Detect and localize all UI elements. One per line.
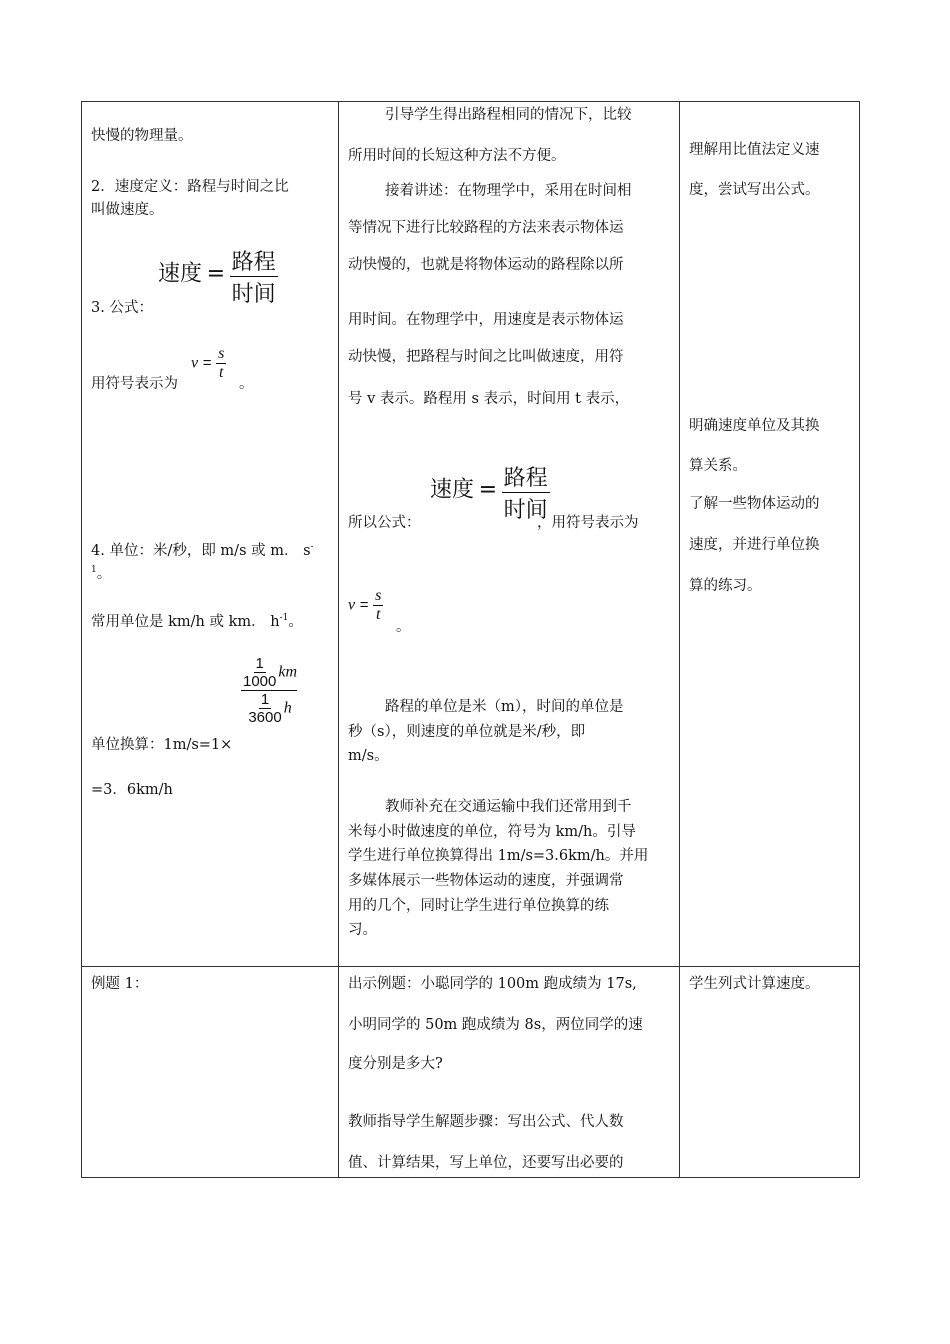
example-line: 教师指导学生解题步骤：写出公式、代人数 [348,1114,624,1130]
symbol-t: t [218,364,224,381]
formula-speed: 速度 [158,261,203,287]
student-activity-line: 明确速度单位及其换 [689,418,820,434]
paragraph-line: 路程的单位是米（m），时间的单位是 [385,699,624,715]
fraction-thirtysixhundred: 3600 [248,709,282,726]
symbol-formula [191,345,226,382]
paragraph-line: 秒（s），则速度的单位就是米/秒，即 [348,724,586,740]
paragraph-line: 学生进行单位换算得出 1m/s=3.6km/h。并用 [348,848,649,864]
symbol-v: v [348,596,356,614]
symbol-s: s [375,587,382,604]
paragraph-line: 用时间。在物理学中，用速度是表示物体运 [348,312,624,328]
student-activity-line: 算关系。 [689,458,747,474]
fraction-one: 1 [255,655,264,672]
paragraph-line: 动快慢，把路程与时间之比叫做速度，用符 [348,349,624,365]
formula-equals: = [359,596,369,614]
conversion-result: =3．6km/h [91,782,173,798]
student-activity-line: 度，尝试写出公式。 [689,182,820,198]
formula-label: ，用符号表示为 [537,515,639,531]
formula-label: 所以公式： [348,515,421,531]
formula-distance: 路程 [230,245,278,277]
column-divider [338,101,339,1178]
student-activity-line: 理解用比值法定义速 [689,142,820,158]
formula-equals: = [202,354,212,372]
speed-formula-image [158,245,278,308]
example-label: 例题 1： [91,976,149,992]
formula-speed: 速度 [430,477,475,503]
paragraph-line: m/s。 [348,748,389,764]
formula-distance: 路程 [502,461,550,493]
example-line: 出示例题：小聪同学的 100m 跑成绩为 17s, [348,976,637,992]
formula-time: 时间 [231,282,276,307]
common-unit-line: 常用单位是 km/h 或 km． $h^{-1}$。 [91,613,303,630]
fraction-one: 1 [260,691,270,708]
definition-line: 叫做速度。 [91,202,164,218]
example-line: 值、计算结果，写上单位，还要写出必要的 [348,1155,624,1171]
paragraph-line: 号 v 表示。路程用 s 表示，时间用 t 表示， [348,391,630,407]
conversion-label: 单位换算：1m/s=1× [91,737,233,753]
punctuation: 。 [239,376,254,392]
paragraph-line: 引导学生得出路程相同的情况下，比较 [385,107,632,123]
symbol-t: t [375,606,381,623]
symbol-v: v [191,354,199,372]
paragraph-line: 习。 [348,922,377,938]
unit-line: 4. 单位：米/秒，即 m/s 或 m． s- [91,542,314,559]
example-line: 小明同学的 50m 跑成绩为 8s，两位同学的速 [348,1017,643,1033]
punctuation: 。 [396,619,411,635]
student-activity-line: 速度，并进行单位换 [689,537,820,553]
formula-time: 时间 [503,498,548,523]
speed-formula-image [430,461,550,524]
unit-h: h [283,699,292,717]
formula-equals: = [206,261,226,287]
conversion-fraction [241,655,297,726]
paragraph-line: 等情况下进行比较路程的方法来表示物体运 [348,220,624,236]
paragraph-line: 多媒体展示一些物体运动的速度，并强调常 [348,873,624,889]
fraction-thousand: 1000 [243,673,277,690]
symbol-s: s [218,345,225,362]
text-line: 快慢的物理量。 [91,128,193,144]
formula-label: 3. 公式： [91,300,153,316]
symbol-formula [348,587,383,624]
paragraph-line: 动快慢的，也就是将物体运动的路程除以所 [348,257,624,273]
definition-line: 2．速度定义：路程与时间之比 [91,179,289,195]
paragraph-line: 用的几个，同时让学生进行单位换算的练 [348,898,609,914]
student-activity-line: 了解一些物体运动的 [689,496,820,512]
student-activity-line: 算的练习。 [689,578,762,594]
student-activity-line: 学生列式计算速度。 [689,976,820,992]
row-divider [81,966,860,967]
example-line: 度分别是多大? [348,1056,443,1072]
unit-km: km [278,663,298,681]
paragraph-line: 米每小时做速度的单位，符号为 km/h。引导 [348,824,636,840]
paragraph-line: 所用时间的长短这种方法不方便。 [348,148,566,164]
paragraph-line: 教师补充在交通运输中我们还常用到千 [385,799,632,815]
column-divider [679,101,680,1178]
paragraph-line: 接着讲述：在物理学中，采用在时间相 [385,183,632,199]
unit-line: $^1$。 [91,565,112,582]
symbol-label: 用符号表示为 [91,376,178,392]
formula-equals: = [478,477,498,503]
